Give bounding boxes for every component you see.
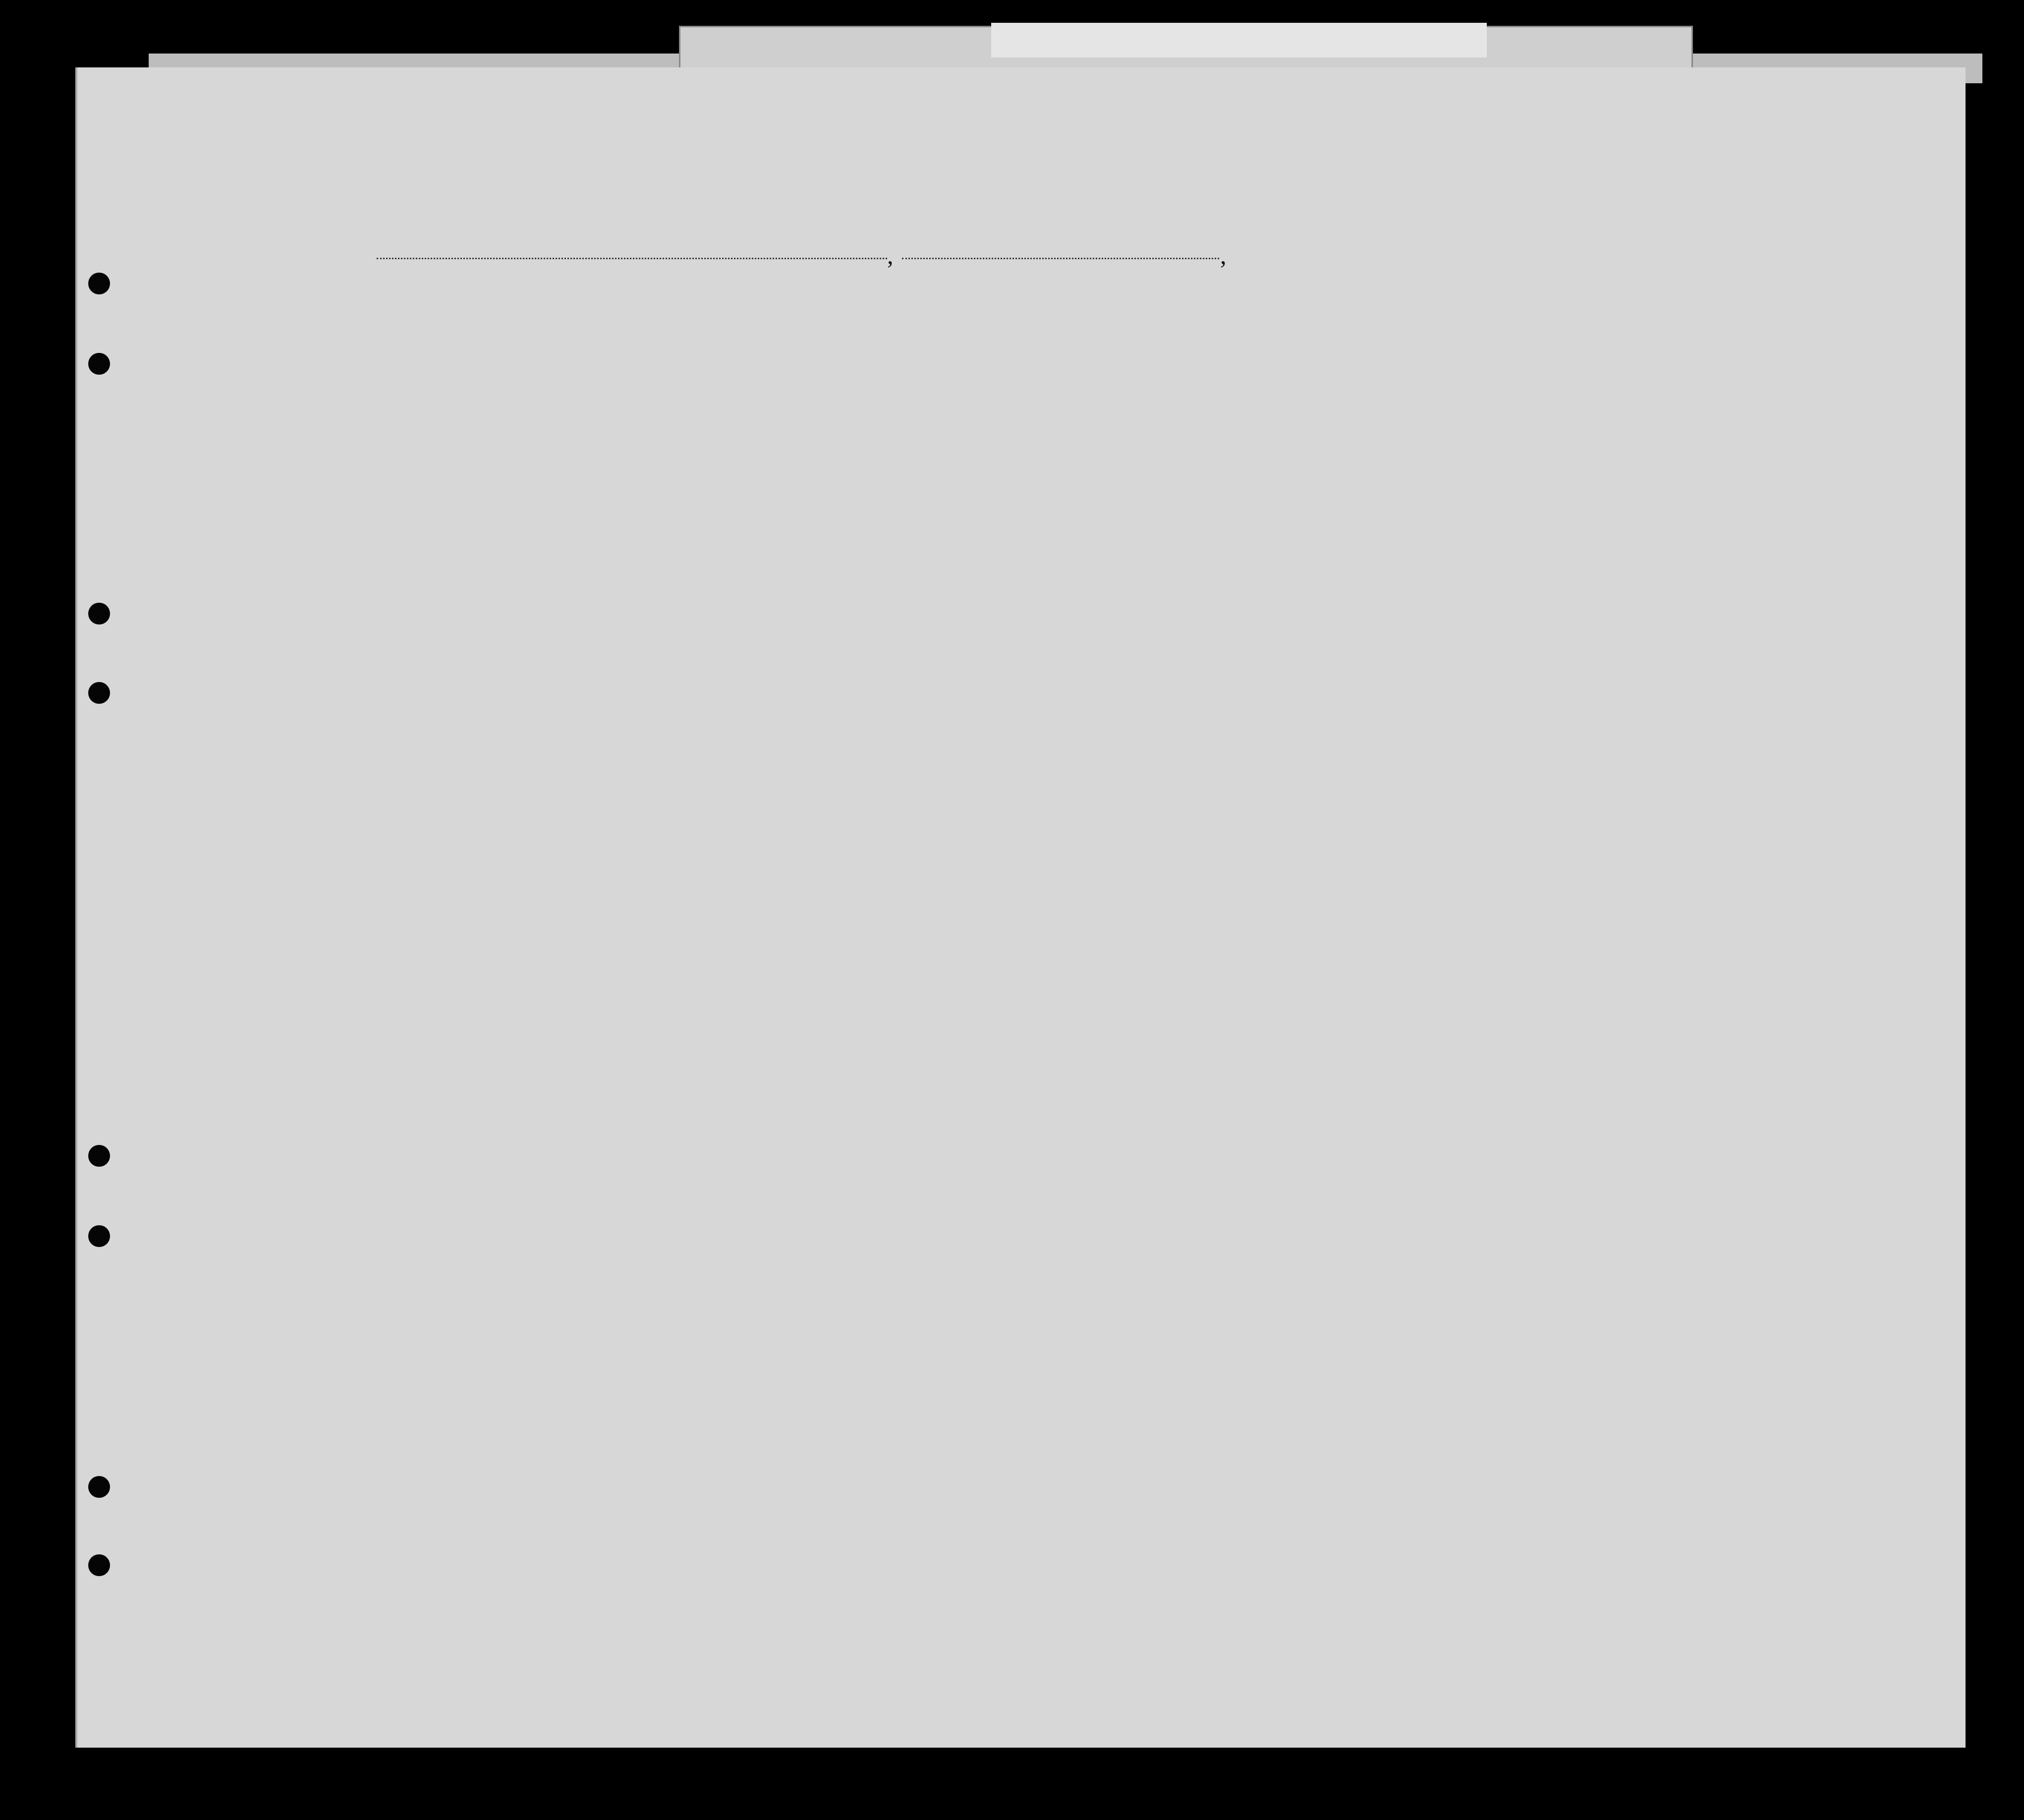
comma: ,: [1220, 241, 1227, 269]
header-length: [1214, 335, 1244, 444]
header-anarchist: [1381, 331, 1401, 445]
header-fifty-dollars: [737, 327, 757, 444]
header-q29: [1456, 331, 1501, 445]
header-prison: [1314, 331, 1340, 445]
header-ticket: [615, 327, 634, 444]
header-deported: [1504, 331, 1538, 445]
comma: ,: [887, 241, 894, 269]
header-citizen: [1268, 335, 1297, 444]
header-polygamist: [1355, 331, 1375, 445]
header-q28: [1404, 331, 1451, 445]
header-return: [1167, 335, 1196, 444]
